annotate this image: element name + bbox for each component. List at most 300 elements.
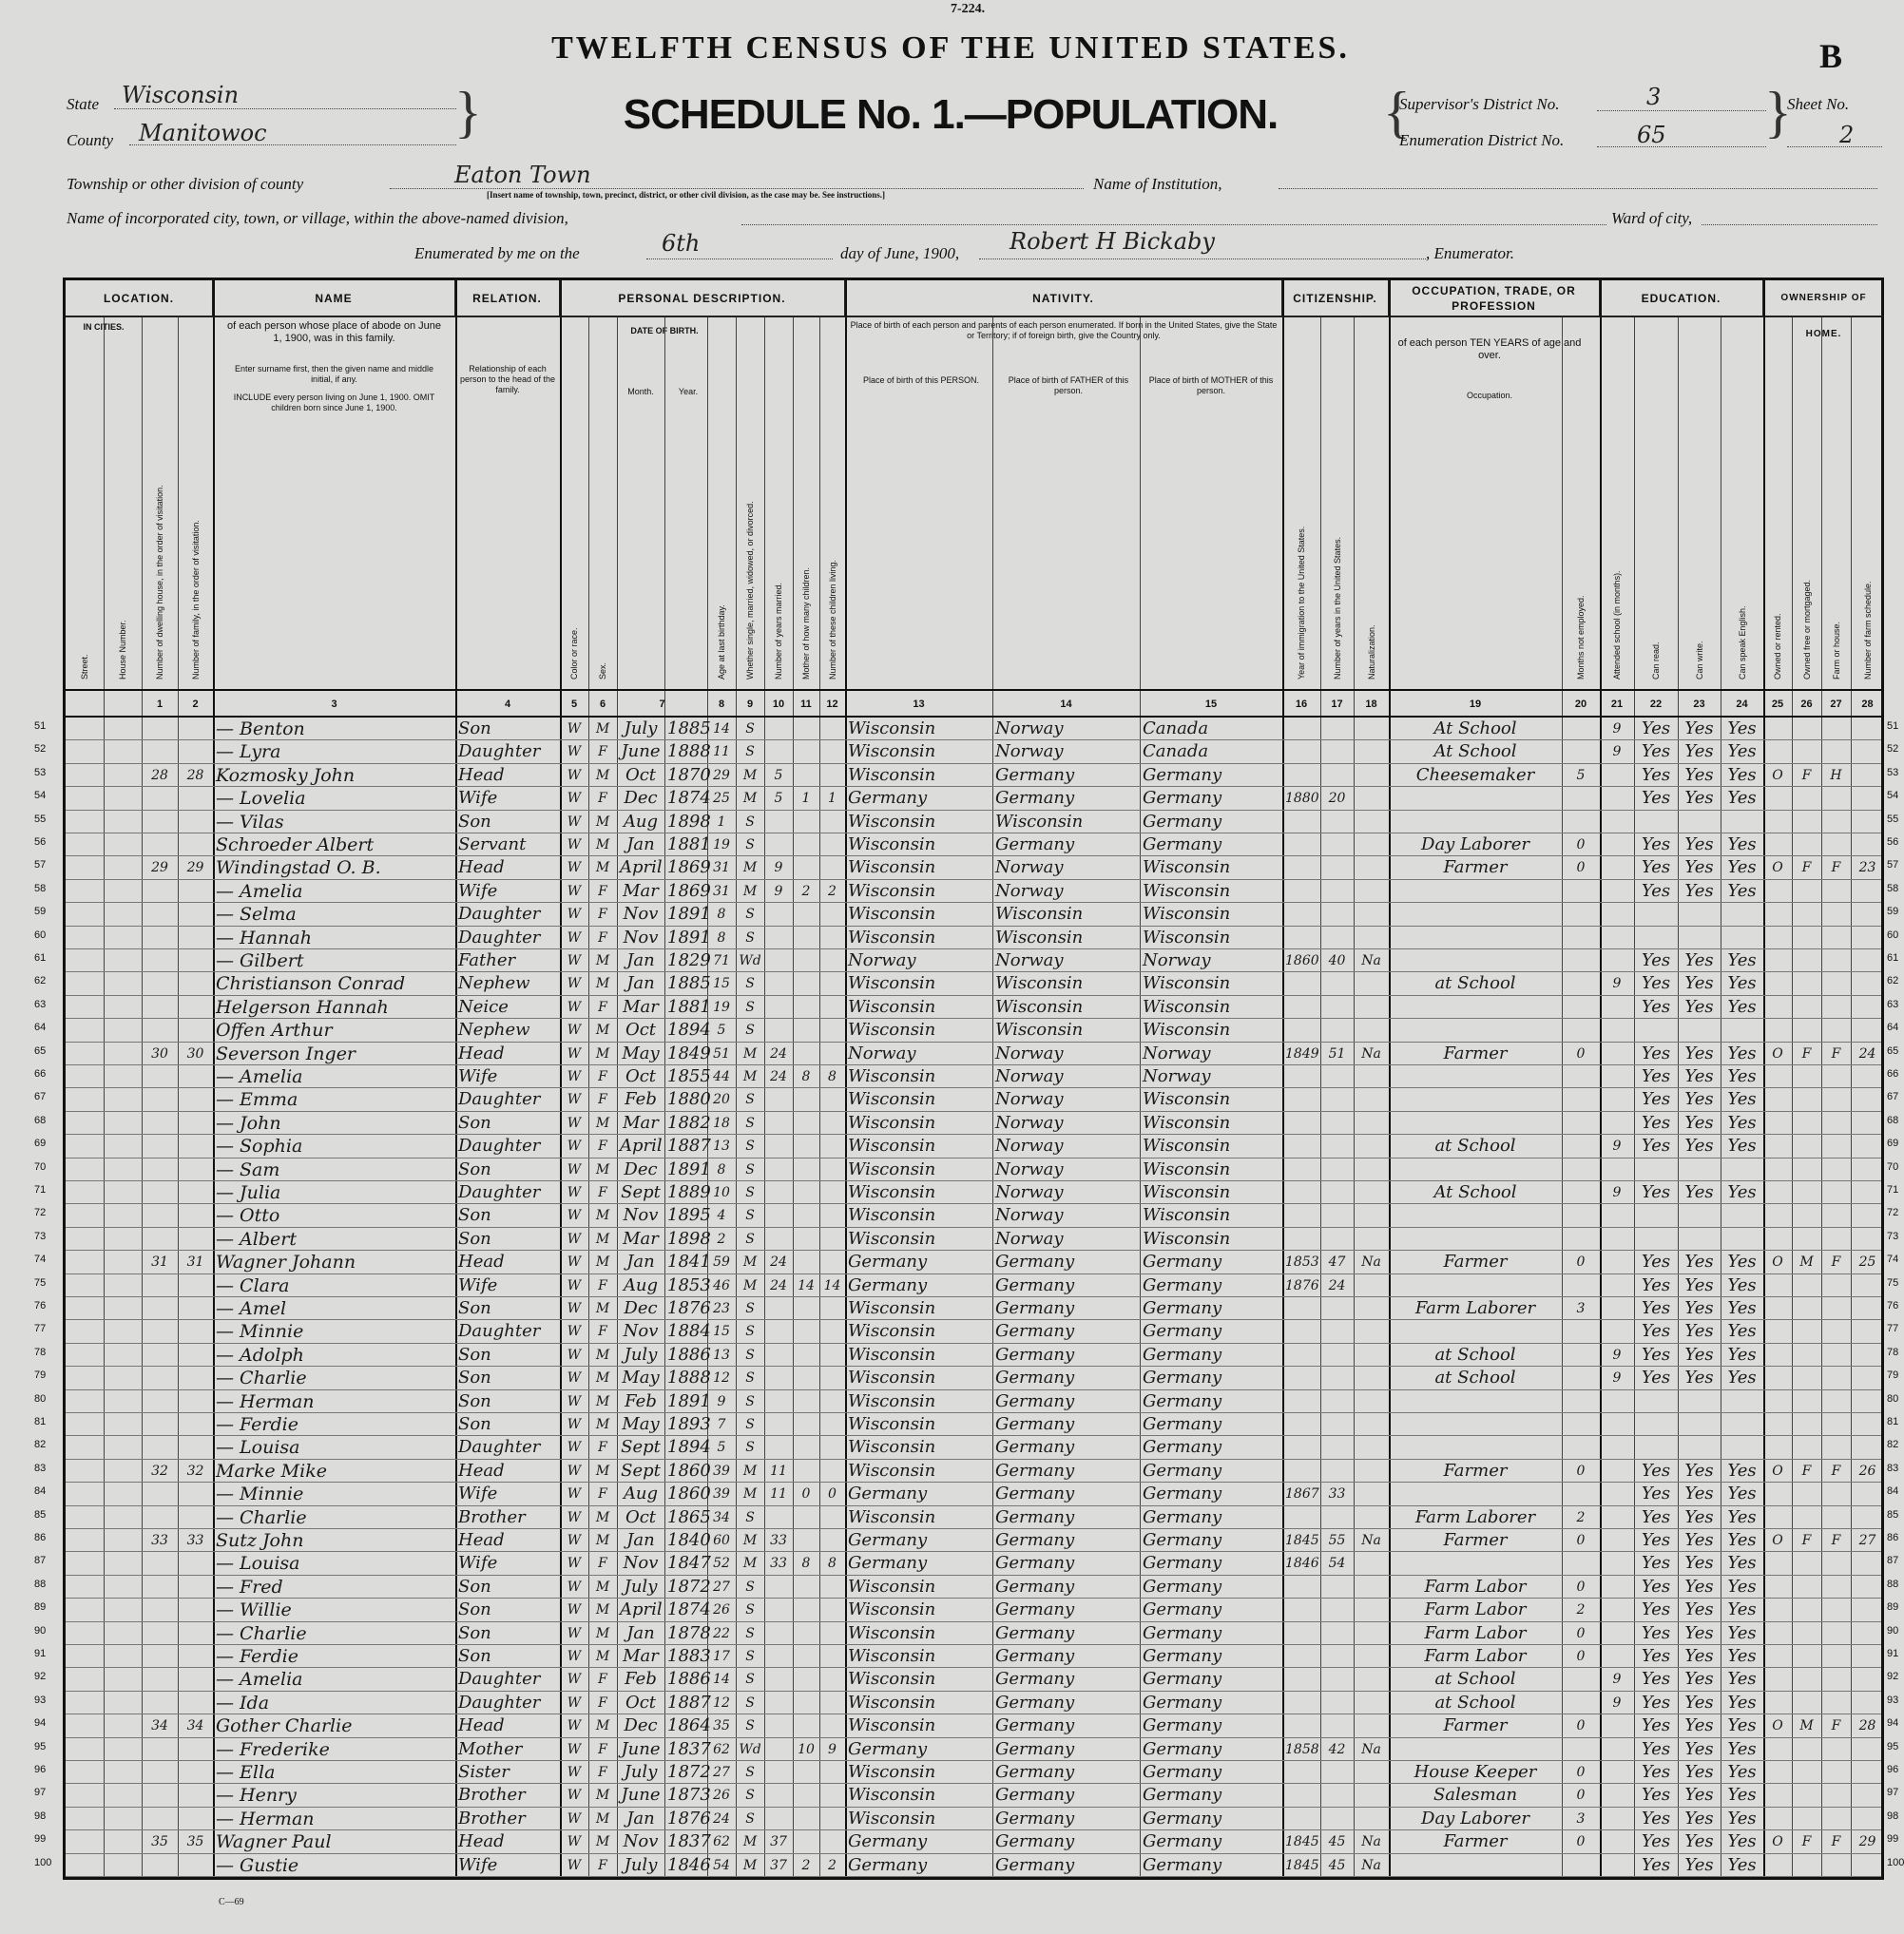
cell-bp: Wisconsin (848, 718, 936, 738)
cell-name: — Ferdie (216, 1646, 298, 1667)
cell-mo (796, 1043, 817, 1065)
cell-liv (822, 972, 842, 995)
cell-mar: S (745, 1139, 755, 1155)
cell-read: Yes (1641, 1738, 1671, 1759)
cell-bf: Norway (995, 718, 1064, 738)
cell-yrs (1323, 833, 1351, 856)
cell-mar: S (745, 1161, 755, 1178)
cell-liv (822, 1506, 842, 1529)
cell-name: Severson Inger (216, 1043, 356, 1064)
header-can-read: Can read. (1651, 641, 1661, 680)
cell-ym (767, 1668, 790, 1691)
cell-ym (767, 1506, 790, 1529)
cell-sch (1603, 1065, 1631, 1088)
cell-bf: Germany (995, 1692, 1075, 1713)
cell-liv (822, 1297, 842, 1320)
cell-age: 5 (717, 1023, 726, 1039)
cell-race: W (567, 999, 582, 1015)
cell-bm: Germany (1143, 1715, 1222, 1736)
cell-bp: Wisconsin (848, 973, 936, 994)
cell-sex: M (595, 1161, 610, 1178)
cell-mo (796, 1622, 817, 1645)
cell-nat (1356, 811, 1386, 833)
cell-dw (144, 1344, 175, 1367)
cell-mo (796, 1436, 817, 1459)
cell-nat (1356, 1088, 1386, 1111)
cell-ym (767, 833, 790, 856)
cell-sch (1603, 1158, 1631, 1181)
row-number-left: 60 (34, 929, 47, 941)
cell-dw (144, 1274, 175, 1297)
cell-nat (1356, 1158, 1386, 1181)
cell-year: 1891 (667, 927, 711, 948)
cell-farm (1824, 1622, 1848, 1645)
cell-name: Schroeder Albert (216, 834, 375, 855)
cell-month: July (624, 1854, 658, 1875)
cell-speak: Yes (1727, 1553, 1757, 1574)
cell-year: 1881 (667, 996, 711, 1017)
cell-free (1795, 1228, 1818, 1251)
table-row (66, 880, 1881, 903)
cell-imm (1285, 833, 1317, 856)
cell-bm: Germany (1143, 1274, 1222, 1295)
table-row (66, 1761, 1881, 1784)
cell-age: 13 (713, 1347, 730, 1363)
cell-own (1766, 1808, 1789, 1830)
cell-nat (1356, 880, 1386, 903)
cell-sch: 9 (1612, 1695, 1622, 1711)
cell-year: 1885 (667, 973, 711, 994)
cell-farm: F (1831, 860, 1841, 876)
cell-month: Dec (624, 788, 658, 809)
cell-ym: 11 (770, 1463, 787, 1479)
cell-yrs (1323, 1367, 1351, 1389)
cell-ym (767, 1367, 790, 1389)
cell-bm: Germany (1143, 1831, 1222, 1852)
cell-bp: Germany (848, 1553, 928, 1574)
cell-sch (1603, 1274, 1631, 1297)
cell-sch (1603, 1019, 1631, 1042)
cell-fam (181, 718, 210, 740)
cell-yrs: 20 (1328, 791, 1346, 807)
table-row (66, 1622, 1881, 1645)
cell-bf: Norway (995, 1089, 1064, 1110)
row-number-left: 64 (34, 1022, 47, 1034)
cell-bp: Wisconsin (848, 1414, 936, 1434)
cell-mar: S (745, 1718, 755, 1734)
cell-race: W (567, 1602, 582, 1618)
cell-nat (1356, 1668, 1386, 1691)
row-number-left: 77 (34, 1323, 47, 1335)
cell-mo (796, 1297, 817, 1320)
cell-month: Feb (625, 1089, 657, 1110)
cell-speak (1723, 1204, 1760, 1227)
cell-bp: Wisconsin (848, 1576, 936, 1597)
cell-race: W (567, 1069, 582, 1084)
cell-year: 1898 (667, 811, 711, 832)
row-number-right: 79 (1887, 1369, 1899, 1382)
cell-race: W (567, 1718, 582, 1734)
cell-read: Yes (1641, 1599, 1671, 1620)
cell-yrs (1323, 856, 1351, 879)
cell-write: Yes (1684, 857, 1714, 878)
cell-sex: M (595, 837, 610, 852)
cell-bp: Wisconsin (848, 857, 936, 878)
cell-farm: F (1831, 1045, 1841, 1062)
row-number-right: 86 (1887, 1532, 1899, 1543)
cell-unemp (1565, 996, 1597, 1019)
cell-imm (1285, 1065, 1317, 1088)
cell-bf: Norway (995, 1066, 1064, 1086)
cell-own (1766, 996, 1789, 1019)
row-number-left: 59 (34, 906, 47, 918)
cell-dw (144, 1390, 175, 1413)
cell-mo (796, 1228, 817, 1251)
cell-mar: M (742, 1533, 758, 1548)
table-row (66, 1714, 1881, 1737)
cell-fs: 29 (1858, 1834, 1876, 1850)
cell-yrs (1323, 1692, 1351, 1714)
cell-fs (1854, 1854, 1881, 1877)
row-number-right: 84 (1887, 1485, 1899, 1498)
cell-liv (822, 1019, 842, 1042)
header-can-speak: Can speak English. (1737, 605, 1747, 680)
cell-read (1637, 903, 1675, 926)
cell-bf: Wisconsin (995, 811, 1084, 832)
cell-name: — Ida (216, 1692, 270, 1714)
cell-year: 1894 (667, 1437, 711, 1458)
cell-own: O (1772, 1463, 1783, 1479)
cell-age: 19 (713, 837, 730, 852)
cell-dw (144, 1065, 175, 1088)
cell-liv (822, 1135, 842, 1158)
cell-mar: S (745, 1602, 755, 1618)
cell-name: — Frederike (216, 1738, 330, 1760)
cell-fam: 33 (186, 1533, 204, 1548)
cell-read: Yes (1641, 950, 1671, 970)
row-number-right: 91 (1887, 1648, 1899, 1659)
cell-own (1766, 972, 1789, 995)
cell-sch (1603, 1622, 1631, 1645)
cell-fs (1854, 1065, 1881, 1088)
cell-fam (181, 1436, 210, 1459)
cell-occ: Farmer (1443, 1831, 1508, 1852)
cell-bp: Germany (848, 1274, 928, 1295)
cell-sch (1603, 1228, 1631, 1251)
cell-year: 1884 (667, 1321, 711, 1342)
cell-write: Yes (1684, 1112, 1714, 1133)
cell-imm (1285, 1088, 1317, 1111)
cell-month: Dec (624, 1298, 658, 1318)
cell-nat (1356, 1344, 1386, 1367)
cell-imm (1285, 1622, 1317, 1645)
cell-race: W (567, 1556, 582, 1572)
row-number-right: 78 (1887, 1346, 1899, 1358)
cell-own (1766, 718, 1789, 740)
cell-fs (1854, 1204, 1881, 1227)
cell-fam (181, 1622, 210, 1645)
cell-mo (796, 1645, 817, 1668)
cell-sch: 9 (1612, 1347, 1622, 1363)
cell-imm (1285, 1436, 1317, 1459)
cell-sex: M (595, 814, 610, 830)
cell-bf: Wisconsin (995, 973, 1084, 994)
cell-imm (1285, 1576, 1317, 1599)
cell-speak (1723, 903, 1760, 926)
cell-nat: Na (1361, 1254, 1381, 1271)
cell-ym: 24 (770, 1069, 787, 1084)
table-row (66, 903, 1881, 926)
row-number-right: 95 (1887, 1740, 1899, 1752)
cell-rel: Father (458, 950, 516, 970)
cell-free (1795, 1088, 1818, 1111)
cell-write: Yes (1684, 764, 1714, 785)
cell-ym (767, 1714, 790, 1737)
cell-race: W (567, 1440, 582, 1456)
cell-ym (767, 1019, 790, 1042)
cell-bm: Germany (1143, 1692, 1222, 1713)
cell-sex: M (595, 1208, 610, 1224)
column-number: 14 (1060, 699, 1072, 710)
cell-free (1795, 996, 1818, 1019)
row-number-right: 81 (1887, 1416, 1899, 1427)
cell-liv (822, 833, 842, 856)
cell-sch (1603, 1251, 1631, 1273)
cell-year: 1870 (667, 764, 711, 785)
cell-race: W (567, 1834, 582, 1850)
cell-year: 1872 (667, 1762, 711, 1782)
cell-free (1795, 1390, 1818, 1413)
cell-free (1795, 1204, 1818, 1227)
cell-sex: M (595, 1417, 610, 1432)
cell-mar: S (745, 1324, 755, 1340)
cell-farm (1824, 972, 1848, 995)
table-row (66, 1599, 1881, 1621)
section-occupation: OCCUPATION, TRADE, OR PROFESSION (1389, 280, 1600, 316)
cell-bp: Wisconsin (848, 1228, 936, 1249)
table-row (66, 1228, 1881, 1251)
cell-month: Oct (625, 1020, 657, 1041)
cell-dw (144, 1761, 175, 1784)
cell-fam (181, 833, 210, 856)
cell-bm: Norway (1143, 1066, 1211, 1086)
cell-speak: Yes (1727, 996, 1757, 1017)
cell-name: — Emma (216, 1089, 298, 1111)
cell-ym (767, 1436, 790, 1459)
cell-month: Dec (624, 1715, 658, 1736)
cell-mar: M (742, 1834, 758, 1850)
cell-imm (1285, 1344, 1317, 1367)
cell-ym (767, 1413, 790, 1436)
ward-line (1702, 224, 1877, 225)
cell-bp: Wisconsin (848, 1182, 936, 1202)
cell-bf: Germany (995, 1252, 1075, 1273)
column-number: 21 (1610, 699, 1624, 710)
cell-farm: H (1830, 767, 1842, 783)
cell-race: W (567, 1045, 582, 1062)
header-house: House Number. (118, 620, 127, 680)
cell-occ: Farmer (1443, 1715, 1508, 1736)
cell-imm (1285, 718, 1317, 740)
cell-free (1795, 927, 1818, 949)
row-number-right: 99 (1887, 1833, 1899, 1846)
cell-month: Jan (626, 1622, 655, 1643)
cell-bp: Wisconsin (848, 1066, 936, 1086)
cell-age: 25 (713, 791, 730, 807)
cell-rel: Wife (458, 1274, 498, 1295)
cell-own (1766, 1320, 1789, 1343)
column-number: 4 (504, 699, 511, 710)
row-number-right: 51 (1887, 720, 1899, 732)
cell-write: Yes (1684, 996, 1714, 1017)
cell-dw (144, 949, 175, 972)
table-row (66, 1158, 1881, 1181)
cell-own (1766, 1622, 1789, 1645)
cell-write: Yes (1684, 1762, 1714, 1782)
cell-month: Jan (626, 1808, 655, 1829)
cell-rel: Daughter (458, 741, 541, 762)
cell-sex: M (595, 1254, 610, 1271)
cell-age: 14 (713, 1672, 730, 1688)
cell-rel: Son (458, 1344, 491, 1365)
cell-bp: Wisconsin (848, 1321, 936, 1342)
cell-bf: Germany (995, 1715, 1075, 1736)
cell-fs: 25 (1858, 1254, 1876, 1271)
cell-read: Yes (1641, 764, 1671, 785)
cell-write (1681, 1413, 1718, 1436)
cell-mar: S (745, 1695, 755, 1711)
cell-rel: Son (458, 1228, 491, 1249)
row-number-right: 64 (1887, 1022, 1899, 1034)
cell-name: — Minnie (216, 1484, 304, 1505)
cell-speak: Yes (1727, 1646, 1757, 1666)
cell-farm (1824, 1692, 1848, 1714)
cell-unemp (1565, 1413, 1597, 1436)
cell-fam (181, 1692, 210, 1714)
cell-yrs (1323, 1390, 1351, 1413)
cell-age: 23 (713, 1301, 730, 1316)
cell-name: — Adolph (216, 1344, 304, 1366)
cell-read: Yes (1641, 718, 1671, 738)
row-number-left: 79 (34, 1369, 47, 1382)
table-row (66, 1645, 1881, 1668)
cell-fam: 32 (186, 1463, 204, 1479)
cell-age: 24 (713, 1810, 730, 1827)
cell-rel: Neice (458, 996, 509, 1017)
cell-yrs (1323, 1668, 1351, 1691)
cell-liv (822, 740, 842, 763)
cell-bp: Wisconsin (848, 741, 936, 762)
cell-mar: M (742, 1486, 758, 1503)
cell-ym: 24 (770, 1277, 787, 1293)
column-number: 20 (1574, 699, 1587, 710)
cell-liv (822, 927, 842, 949)
cell-fs (1854, 740, 1881, 763)
cell-imm: 1845 (1285, 1533, 1319, 1548)
header-months-unemployed: Months not employed. (1576, 595, 1586, 680)
cell-month: June (621, 741, 661, 762)
cell-liv: 9 (828, 1741, 837, 1757)
cell-speak: Yes (1727, 1530, 1757, 1550)
cell-farm: F (1831, 1834, 1841, 1850)
cell-bm: Germany (1143, 1252, 1222, 1273)
cell-yrs (1323, 1506, 1351, 1529)
cell-month: Nov (623, 927, 659, 948)
cell-fs (1854, 1135, 1881, 1158)
cell-speak: Yes (1727, 973, 1757, 994)
cell-bm: Wisconsin (1143, 1089, 1231, 1110)
cell-speak: Yes (1727, 764, 1757, 785)
cell-dw (144, 1320, 175, 1343)
cell-race: W (567, 1695, 582, 1711)
cell-occ: Salesman (1433, 1785, 1518, 1806)
cell-yrs (1323, 1228, 1351, 1251)
cell-year: 1886 (667, 1669, 711, 1690)
cell-read (1637, 927, 1675, 949)
cell-read (1637, 1204, 1675, 1227)
cell-bm: Wisconsin (1143, 996, 1231, 1017)
table-row (66, 1552, 1881, 1575)
cell-mo (796, 1692, 817, 1714)
cell-occ: at School (1434, 1692, 1516, 1713)
cell-unemp: 3 (1576, 1810, 1586, 1827)
cell-own (1766, 1135, 1789, 1158)
cell-age: 15 (713, 976, 730, 992)
cell-bp: Wisconsin (848, 1715, 936, 1736)
cell-read: Yes (1641, 1112, 1671, 1133)
cell-rel: Daughter (458, 1669, 541, 1690)
cell-bp: Wisconsin (848, 811, 936, 832)
cell-speak: Yes (1727, 1460, 1757, 1481)
cell-speak: Yes (1727, 1136, 1757, 1157)
cell-ym: 24 (770, 1254, 787, 1271)
cell-fam (181, 1854, 210, 1877)
cell-ym (767, 927, 790, 949)
cell-age: 17 (713, 1649, 730, 1664)
cell-bp: Germany (848, 1831, 928, 1852)
header-street: Street. (80, 654, 89, 680)
cell-fs (1854, 1784, 1881, 1807)
cell-ym (767, 1645, 790, 1668)
cell-speak (1723, 811, 1760, 833)
enumerated-prefix: Enumerated by me on the (414, 244, 580, 262)
cell-bm: Germany (1143, 1368, 1222, 1388)
cell-read: Yes (1641, 880, 1671, 901)
cell-rel: Head (458, 1460, 505, 1481)
cell-nat (1356, 1483, 1386, 1505)
cell-race: W (567, 929, 582, 946)
cell-farm (1824, 833, 1848, 856)
cell-dw (144, 1599, 175, 1621)
cell-imm (1285, 1645, 1317, 1668)
cell-read: Yes (1641, 1808, 1671, 1829)
cell-mar: S (745, 837, 755, 852)
cell-month: May (622, 1368, 660, 1388)
cell-occ: At School (1433, 741, 1517, 762)
table-row (66, 1460, 1881, 1483)
cell-month: July (624, 1576, 658, 1597)
row-number-right: 76 (1887, 1300, 1899, 1312)
cell-occ (1392, 996, 1559, 1019)
table-row (66, 1344, 1881, 1367)
cell-mo (796, 927, 817, 949)
cell-age: 31 (713, 860, 730, 876)
row-number-left: 67 (34, 1091, 47, 1103)
county-line (129, 144, 456, 145)
cell-year: 1882 (667, 1112, 711, 1133)
cell-farm (1824, 1112, 1848, 1135)
cell-year: 1853 (667, 1274, 711, 1295)
